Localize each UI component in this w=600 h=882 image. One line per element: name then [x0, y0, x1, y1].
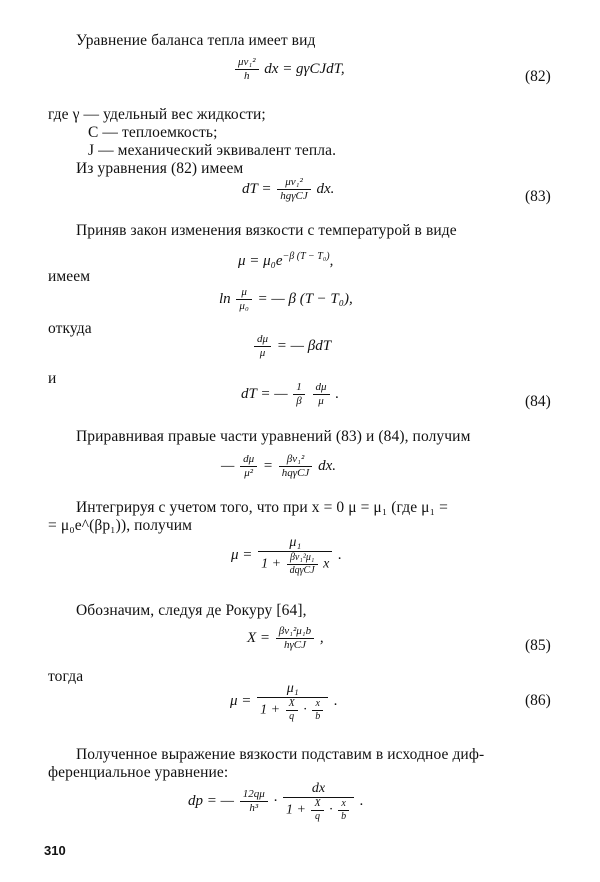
fraction: μ₁ 1 + $\frac{X}{q}$ · $\frac{x}{b}$ — [257, 680, 328, 723]
equation-number: (85) — [525, 637, 551, 654]
fraction: $\frac{d\mu}{\mu}$ — [313, 381, 330, 408]
paragraph: Интегрируя с учетом того, что при x = 0 μ = μ₁ (где μ₁ = — [76, 499, 448, 516]
equation-differential: $\frac{d\mu}{\mu}$ = — βdT — [252, 333, 331, 360]
equation-number: (83) — [525, 188, 551, 205]
fraction: μ₁ 1 + $\frac{\text{βv₁²μ₁}}{\text{dqγCJ}}$ x — [258, 534, 332, 577]
fraction: $\frac{x}{b}$ — [312, 698, 323, 723]
equation-83: dT = $\frac{\text{μv₁²}}{\text{hgγCJ}}$ dx. — [242, 176, 335, 202]
equation-pressure: dp = — $\frac{12q\mu}{\text{h³}}$ · dx 1 + $\frac{X}{q}$ · $\frac{x}{b}$ . — [188, 781, 364, 822]
fraction: $\frac{\text{βv₁²}}{\text{hqγCJ}}$ — [279, 453, 313, 480]
paragraph: Полученное выражение вязкости подставим в исходное диф- — [76, 746, 485, 763]
equation-viscosity: μ = μ₁ 1 + $\frac{\text{βv₁²μ₁}}{\text{dqγCJ}}$ x . — [231, 535, 342, 576]
fraction: $\frac{X}{q}$ — [286, 698, 298, 723]
equation-viscosity-law: $\mu = \mu_0e^{-\beta (T - T_0)}$, — [238, 251, 334, 269]
paragraph: J — механический эквивалент тепла. — [88, 142, 337, 159]
fraction: $\frac{\text{βv₁²μ₁}}{\text{dqγCJ}}$ — [287, 552, 318, 577]
fraction: $\frac{d\mu}{\mu}$ — [254, 333, 271, 360]
equation-84: dT = — $\frac{1}{\beta}$ $\frac{d\mu}{\mu}$ . — [241, 381, 340, 407]
fraction: $\frac{\text{βv₁²μ₁b}}{\text{hγCJ}}$ — [276, 625, 314, 652]
fraction: dx 1 + $\frac{X}{q}$ · $\frac{x}{b}$ — [283, 780, 354, 823]
paragraph: ференциальное уравнение: — [48, 764, 229, 781]
equation-85: X = $\frac{\text{βv₁²μ₁b}}{\text{hγCJ}}$ , — [247, 625, 324, 651]
paragraph: Из уравнения (82) имеем — [76, 160, 244, 177]
fraction: $\frac{d\mu}{\text{μ²}}$ — [240, 453, 257, 480]
equation-number: (82) — [525, 68, 551, 85]
paragraph: Приравнивая правые части уравнений (83) и (84), получим — [76, 428, 471, 445]
paragraph: имеем — [48, 268, 91, 285]
fraction: $\frac{1}{\beta}$ — [293, 381, 305, 408]
fraction: $\frac{\text{μv₁²}}{\text{hgγCJ}}$ — [277, 176, 311, 203]
paragraph: C — теплоемкость; — [88, 124, 218, 141]
fraction: $\frac{12q\mu}{\text{h³}}$ — [240, 788, 268, 815]
equation-integral: — $\frac{d\mu}{\text{μ²}}$ = $\frac{\text{βv₁²}}{\text{hqγCJ}}$ dx. — [221, 453, 336, 479]
paragraph: где γ — удельный вес жидкости; — [48, 106, 266, 123]
page-number: 310 — [44, 843, 66, 858]
equation-number: (84) — [525, 393, 551, 410]
paragraph: Приняв закон изменения вязкости с температурой в виде — [76, 222, 457, 239]
fraction: $\frac{x}{b}$ — [338, 798, 349, 823]
paragraph: Уравнение баланса тепла имеет вид — [76, 32, 316, 49]
fraction: $\frac{X}{q}$ — [311, 798, 323, 823]
equation-86: μ = μ₁ 1 + $\frac{X}{q}$ · $\frac{x}{b}$ . — [230, 681, 338, 722]
fraction: $\frac{\mu}{\text{μ₀}}$ — [236, 286, 251, 313]
equation-log: ln $\frac{\mu}{\text{μ₀}}$ = — β (T − T₀), — [219, 286, 353, 312]
paragraph: тогда — [48, 668, 84, 685]
paragraph: Обозначим, следуя де Рокуру [64], — [76, 602, 307, 619]
equation-number: (86) — [525, 692, 551, 709]
paragraph: откуда — [48, 320, 92, 337]
paragraph: и — [48, 370, 57, 387]
paragraph: = μ₀e^(βp₁)), получим — [48, 517, 193, 534]
equation-82: $\frac{\text{μv₁²}}{h}$ dx = gγCJdT, — [233, 56, 345, 83]
fraction: $\frac{\text{μv₁²}}{h}$ — [235, 56, 259, 83]
